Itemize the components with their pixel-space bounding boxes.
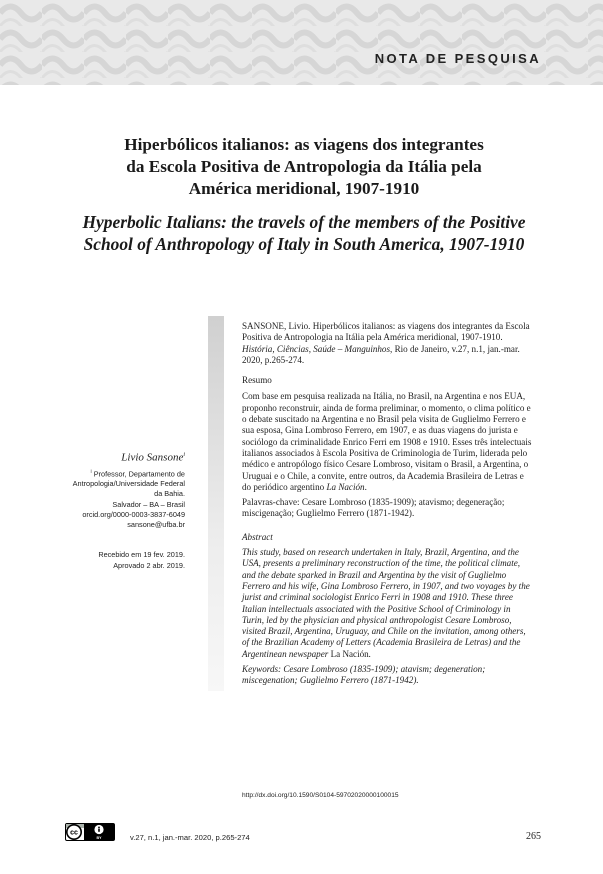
abstract-heading: Abstract xyxy=(242,531,273,542)
mosaic-pattern xyxy=(0,0,603,85)
footer-reference: v.27, n.1, jan.-mar. 2020, p.265-274 xyxy=(130,833,250,842)
keywords-en: Keywords: Cesare Lombroso (1835-1909); atavism; degeneration; miscegenation; Guglielmo Ferrero (1871-1942). xyxy=(242,664,486,686)
title-portuguese xyxy=(60,134,548,200)
header-band xyxy=(0,0,603,85)
resumo-text: Com base em pesquisa realizada na Itália, no Brasil, na Argentina e nos EUA, proponho reconstruir, ainda de forma preliminar, o momento, o clima político e o debate suscitado na Argentina e no Brasil pela visita de Guglielmo Ferrero e sua esposa, Gina Lombroso Ferrero, em 1907, e as duas viagens do jurista e sociólogo da criminalidade Enrico Ferri em 1908 e 1910. Esses três intelectuais italianos associados à Escola Positiva de Criminologia de Turim, liderada pelo médico e antropólogo físico Cesare Lombroso, visitam o Brasil, a Argentina, o Uruguai e o Chile, a convite, entre outros, da Academia Brasileira de Letras e do periódico argentino La Nación. xyxy=(242,391,532,492)
author-block xyxy=(60,448,185,530)
citation-journal: História, Ciências, Saúde – Manguinhos xyxy=(242,343,391,354)
citation: SANSONE, Livio. Hiperbólicos italianos: as viagens dos integrantes da Escola Positiva de Antropologia na Itália pela América meridional, 1907-1910. História, Ciências, Saúde – Manguinhos, Rio de Janeiro, v.27, n.1, jan.-mar. 2020, p.265-274. xyxy=(242,321,530,365)
section-label: NOTA DE PESQUISA xyxy=(374,51,541,66)
cc-by-license-icon[interactable] xyxy=(65,823,115,841)
title-english xyxy=(60,211,548,255)
abstract-text: This study, based on research undertaken in Italy, Brazil, Argentina, and the USA, presents a preliminary reconstruction of the time, the political climate, and the debate sparked in Brazil and Argentina by the visit of Guglielmo Ferrero and his wife, Gina Lombroso Ferrero, in 1907, and two voyages by the jurist and criminal sociologist Enrico Ferri in 1908 and 1910. These three Italian intellectuals associated with the Positive School of Criminology in Turin, led by the physician and physical anthropologist Cesare Lombroso, visited Brazil, Argentina, Uruguay, and Chile on the invitation, among others, of the Brazilian Academy of Letters (Academia Brasileira de Letras) and the Argentinean newspaper La Nación. xyxy=(242,547,530,659)
author-affiliation: $^i$ Professor, Departamento de Antropologia/Universidade Federal da Bahia. xyxy=(72,468,185,499)
svg-text:cc: cc xyxy=(70,829,78,837)
title-en-line2: School of Anthropology of Italy in South America, 1907-1910 xyxy=(83,234,525,254)
received-date: Recebido em 19 fev. 2019. xyxy=(98,550,185,559)
approved-date: Aprovado 2 abr. 2019. xyxy=(113,560,185,570)
submission-dates xyxy=(60,550,185,571)
affiliation-marker: i xyxy=(90,468,92,475)
author-marker: i xyxy=(183,452,185,458)
doi-link[interactable]: http://dx.doi.org/10.1590/S0104-59702020000100015 xyxy=(242,792,399,799)
author-email[interactable]: sansone@ufba.br xyxy=(127,520,185,530)
title-pt-line2: da Escola Positiva de Antropologia da Itália pela xyxy=(126,157,482,176)
title-pt-line3: América meridional, 1907-1910 xyxy=(188,179,420,198)
decorative-side-bar xyxy=(208,316,224,691)
page-number: 265 xyxy=(526,831,541,842)
resumo-heading: Resumo xyxy=(242,375,272,386)
license-label: BY xyxy=(96,836,102,840)
author-name: Livio Sansone$^i$ xyxy=(121,451,185,464)
main-column xyxy=(242,321,532,687)
title-en-line1: Hyperbolic Italians: the travels of the members of the Positive xyxy=(82,212,526,232)
author-location: Salvador – BA – Brasil xyxy=(112,499,185,509)
title-pt-line1: Hiperbólicos italianos: as viagens dos integrantes xyxy=(124,135,484,154)
author-orcid[interactable]: orcid.org/0000-0003-3837-6049 xyxy=(82,509,185,519)
keywords-pt: Palavras-chave: Cesare Lombroso (1835-1909); atavismo; degeneração; miscigenação; Guglielmo Ferrero (1871-1942). xyxy=(242,497,505,519)
